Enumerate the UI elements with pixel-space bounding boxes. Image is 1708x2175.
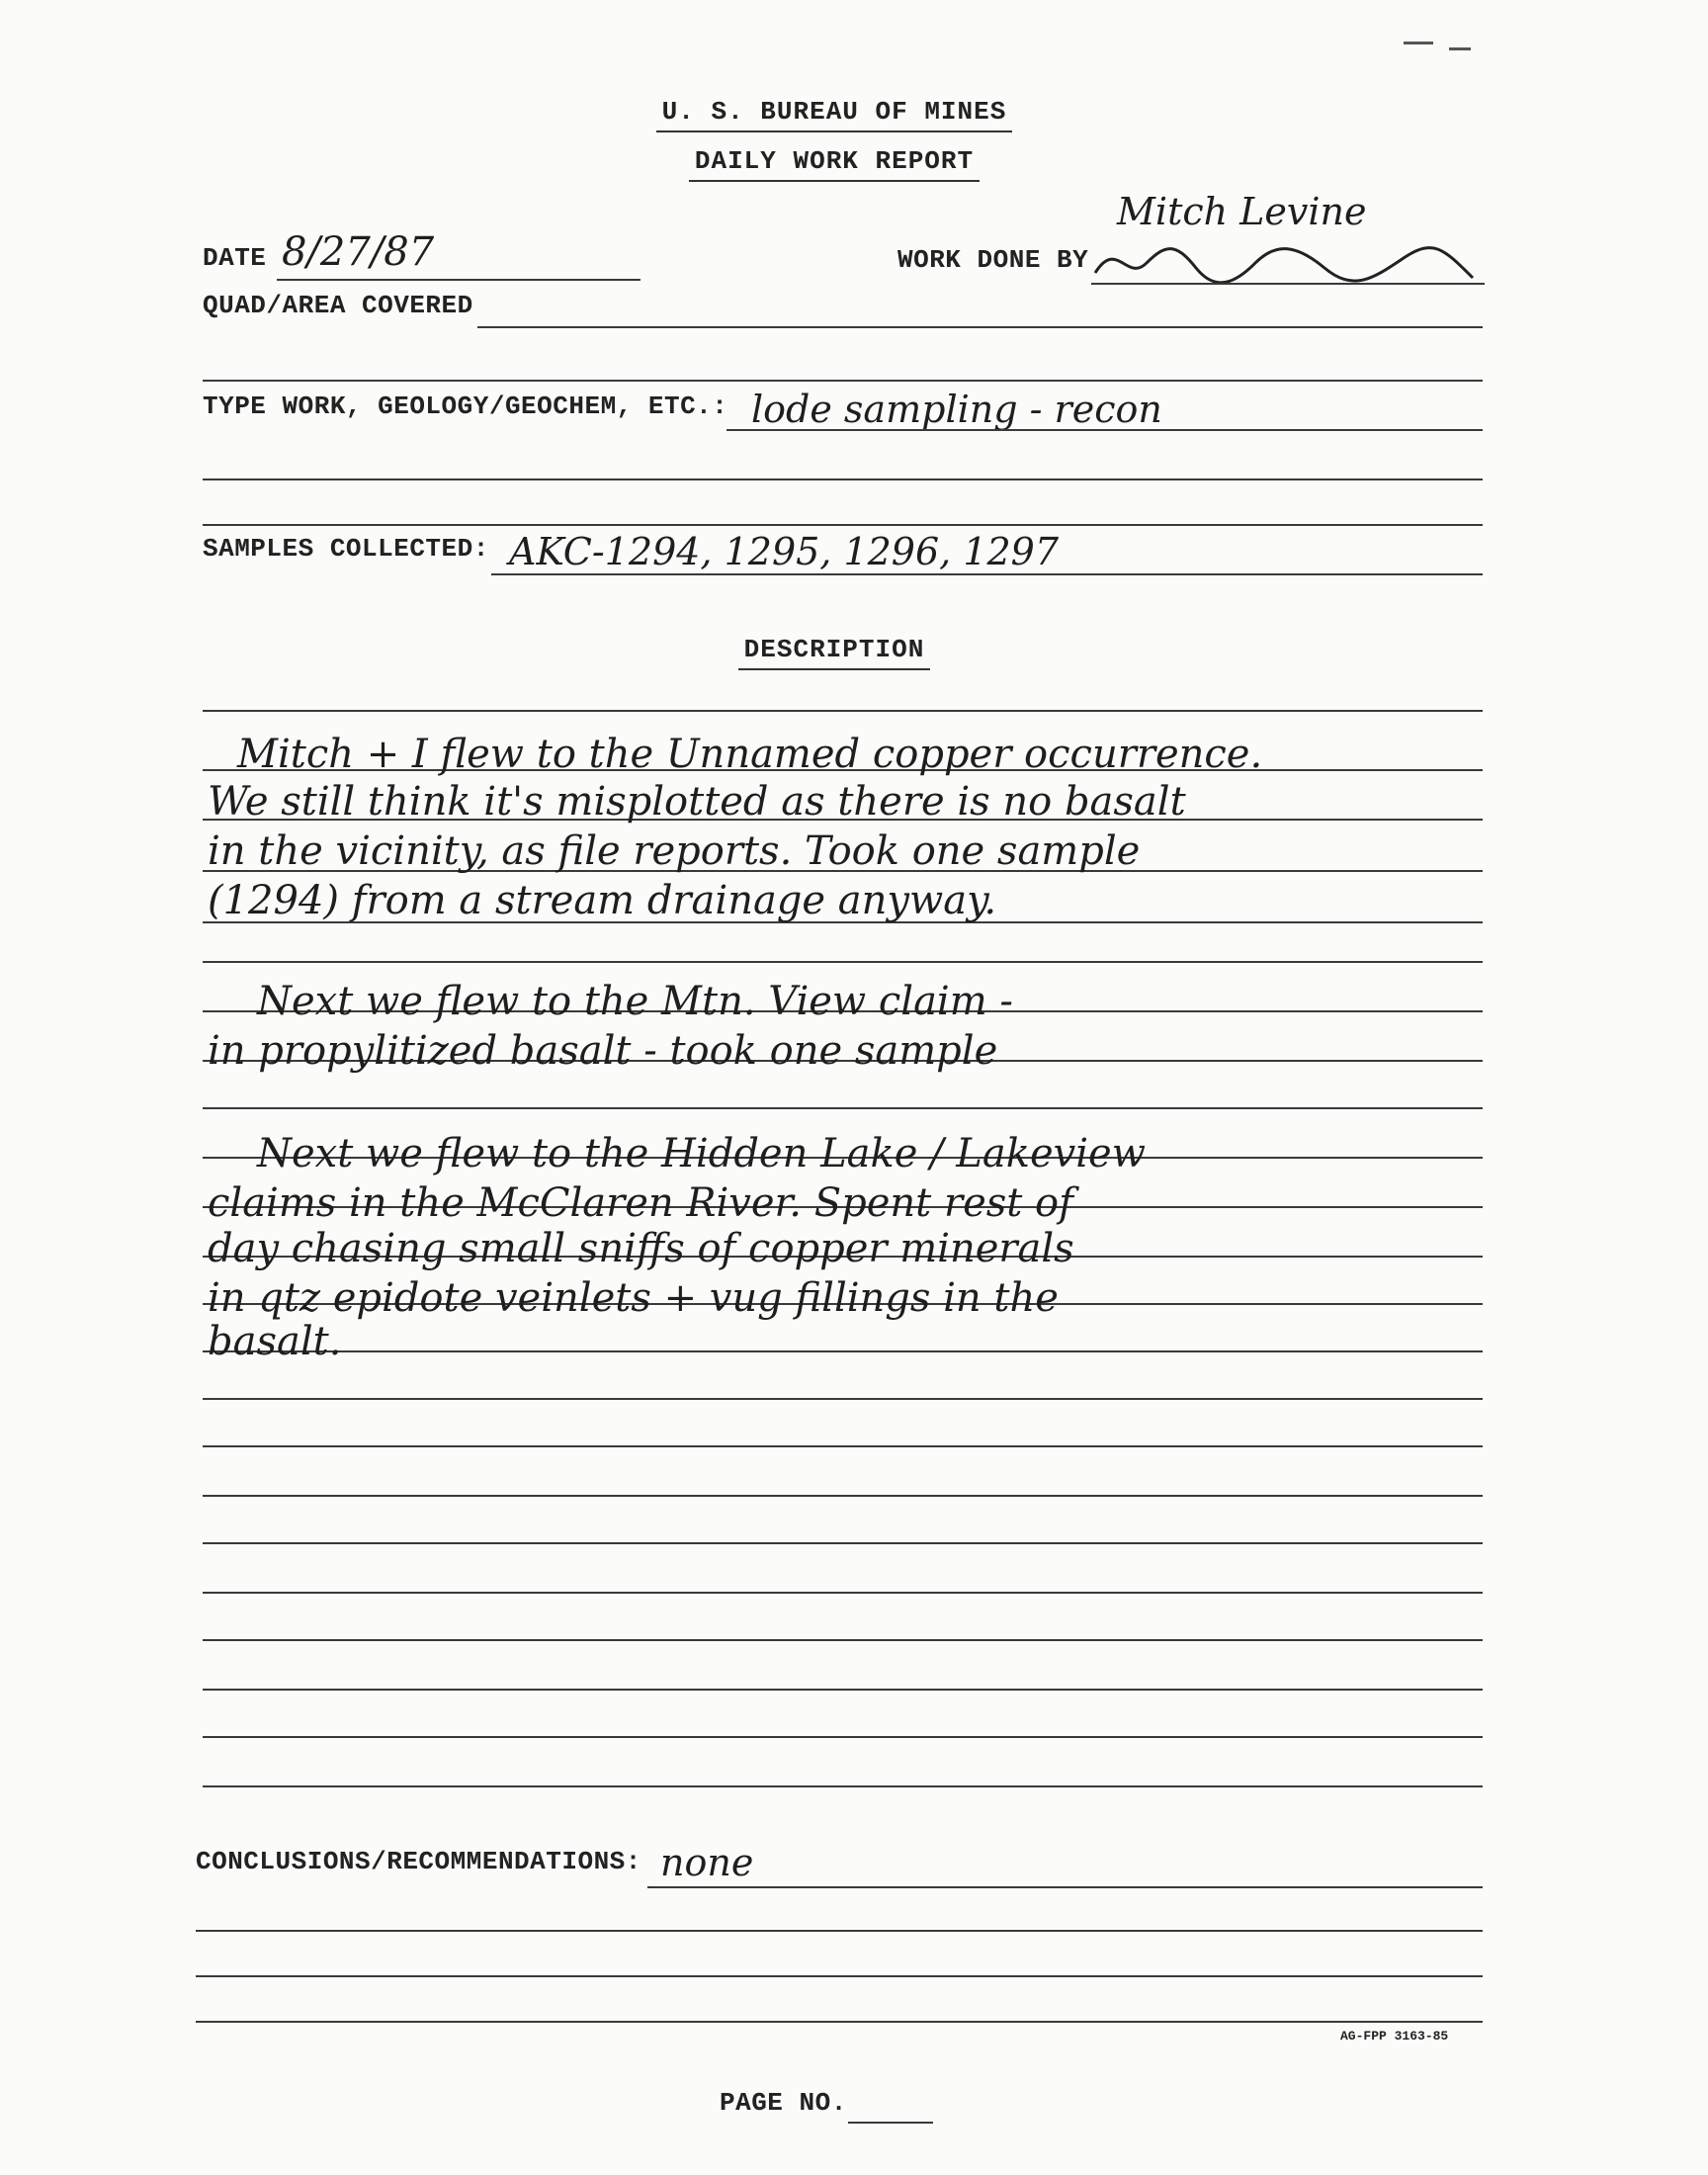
description-line: basalt.: [208, 1319, 342, 1364]
conclusions-value: none: [660, 1841, 754, 1884]
samples-line: [491, 573, 1483, 575]
conclusions-line-2: [196, 1930, 1483, 1932]
type-work-line-2: [203, 478, 1483, 480]
description-line: in the vicinity, as file reports. Took one sample: [208, 828, 1141, 874]
report-title: DAILY WORK REPORT: [0, 146, 1668, 176]
description-line: Next we flew to the Hidden Lake / Lakeview: [257, 1131, 1146, 1176]
date-value: 8/27/87: [282, 229, 435, 275]
samples-value: AKC-1294, 1295, 1296, 1297: [509, 530, 1060, 573]
agency-title: U. S. BUREAU OF MINES: [0, 97, 1668, 127]
description-rule: [203, 1736, 1483, 1738]
stray-mark: [1404, 42, 1433, 44]
description-rule: [203, 1542, 1483, 1544]
conclusions-line-1: [647, 1886, 1483, 1888]
description-rule: [203, 1592, 1483, 1594]
date-label: DATE: [203, 243, 267, 273]
page-number-label: PAGE NO.: [720, 2088, 847, 2118]
form-number: AG-FPP 3163-85: [1340, 2029, 1449, 2044]
date-line: [277, 279, 640, 281]
description-rule: [203, 1495, 1483, 1497]
type-work-line-1: [726, 429, 1483, 431]
description-heading: DESCRIPTION: [0, 635, 1668, 664]
description-line: in propylitized basalt - took one sample: [208, 1028, 998, 1074]
description-rule: [203, 1398, 1483, 1400]
description-rule: [203, 1350, 1483, 1352]
page-number-line: [848, 2122, 933, 2124]
description-line: Next we flew to the Mtn. View claim -: [257, 979, 1013, 1024]
description-line: (1294) from a stream drainage anyway.: [208, 878, 997, 923]
description-rule: [203, 1639, 1483, 1641]
description-rule: [203, 710, 1483, 712]
description-rule: [203, 1689, 1483, 1691]
description-line: Mitch + I flew to the Unnamed copper occurrence.: [237, 732, 1263, 777]
type-work-line-3: [203, 524, 1483, 526]
type-work-value: lode sampling - recon: [751, 388, 1162, 431]
conclusions-label: CONCLUSIONS/RECOMMENDATIONS:: [196, 1847, 641, 1876]
samples-label: SAMPLES COLLECTED:: [203, 534, 489, 564]
quad-line-1: [477, 326, 1483, 328]
description-rule: [203, 1785, 1483, 1787]
description-line: claims in the McClaren River. Spent rest of: [208, 1180, 1073, 1226]
conclusions-line-3: [196, 1975, 1483, 1977]
description-rule: [203, 1445, 1483, 1447]
work-done-by-label: WORK DONE BY: [897, 245, 1089, 275]
conclusions-line-4: [196, 2021, 1483, 2023]
work-done-by-line: [1091, 283, 1485, 285]
description-line: in qtz epidote veinlets + vug fillings in the: [208, 1275, 1059, 1321]
description-line: We still think it's misplotted as there is no basalt: [208, 779, 1186, 825]
quad-line-2: [203, 380, 1483, 382]
type-work-label: TYPE WORK, GEOLOGY/GEOCHEM, ETC.:: [203, 392, 728, 421]
quad-label: QUAD/AREA COVERED: [203, 291, 473, 320]
work-done-by-value: Mitch Levine: [1117, 190, 1367, 233]
stray-mark: [1449, 47, 1471, 50]
description-rule: [203, 1107, 1483, 1109]
description-rule: [203, 961, 1483, 963]
description-line: day chasing small sniffs of copper minerals: [208, 1226, 1074, 1271]
